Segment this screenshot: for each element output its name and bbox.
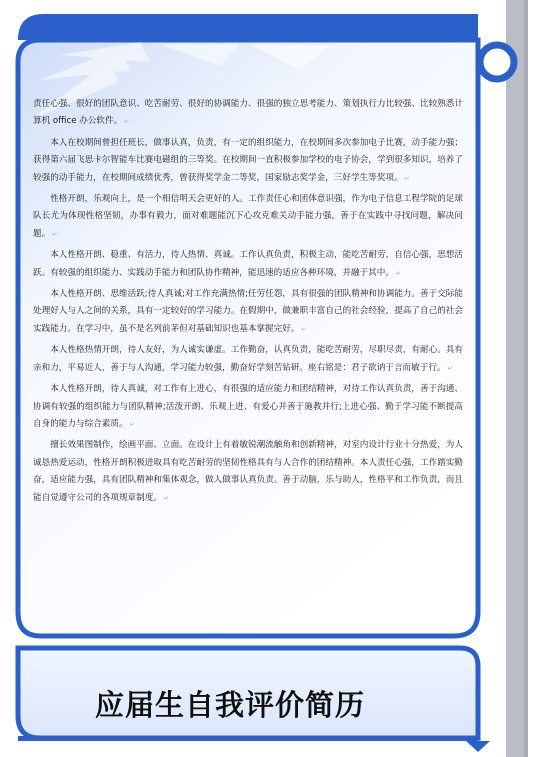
paragraph-2-text: 本人在校期间曾担任班长，做事认真，负责，有一定的组织能力，在校期间多次参加电子比赛，动手能力强；获得第六届飞思卡尔智能车比赛电磁组的三等奖。在校期间一直积极参加学校的电子协会，学到很多知识，培养了较强的动手能力，在校期间成绩优秀，曾获得奖学金二等奖，国家励志奖学金，三好学生等奖项。 — [33, 137, 463, 183]
paragraph-2: 本人在校期间曾担任班长，做事认真，负责，有一定的组织能力，在校期间多次参加电子比赛，动手能力强；获得第六届飞思卡尔智能车比赛电磁组的三等奖。在校期间一直积极参加学校的电子协会，学到很多知识，培养了较强的动手能力，在校期间成绩优秀，曾获得奖学金二等奖，国家励志奖学金，三好学生等奖项。 ↵ — [33, 137, 463, 183]
paragraph-5-text: 本人性格开朗、思维活跃;待人真诚;对工作充满热情;任劳任怨，具有很强的团队精神和协调能力。善于交际能处理好人与人之间的关系，具有一定较好的学习能力。在假期中，做兼职丰富自己的社会经验，提高了自己的社会实践能力。在学习中，虽不是名列前茅但对基础知识也基本掌握完好。 — [33, 289, 463, 334]
paragraph-7-text: 本人性格开朗，待人真诚，对工作有上进心，有很强的适应能力和团结精神，对待工作认真负责，善于沟通、协调有较强的组织能力与团队精神;活泼开朗、乐观上进、有爱心并善于施教并行;上进心强、勤于学习能不断提高自身的能力与综合素质。 — [33, 384, 463, 429]
paragraph-3-text: 性格开朗，乐观向上，是一个相信明天会更好的人。工作责任心和团体意识强，作为电子信息工程学院的足球队长尤为体现性格坚韧，办事有毅力，面对难题能沉下心攻克难关动手能力强，善于在实践中寻找问题，解决问题。 — [33, 194, 463, 239]
paragraph-8: 擅长效果图制作，绘画平面、立面。在设计上有着敏锐潮流触角和创新精神，对室内设计行业十分热爱，为人诚恳热爱运动，性格开朗积极进取具有吃苦耐劳的坚韧性格具有与人合作的团结精神。本人责任心强，工作踏实勤奋，适应能力强，具有团队精神和集体观念，做人做事认真负责。善于动脑，乐与助人，性格平和工作负责，而且能自觉遵守公司的各项规章制度。 ↵ — [33, 440, 463, 503]
paragraph-7: 本人性格开朗，待人真诚，对工作有上进心，有很强的适应能力和团结精神，对待工作认真负责，善于沟通、协调有较强的组织能力与团队精神;活泼开朗、乐观上进、有爱心并善于施教并行;上进心强、勤于学习能不断提高自身的能力与综合素质。 ↵ — [33, 384, 463, 429]
paragraph-4: 本人性格开朗、稳重、有活力，待人热情、真诚。工作认真负责，积极主动，能吃苦耐劳，自信心强，思想活跃。有较强的组织能力、实践动手能力和团队协作精神，能迅速的适应各种环境，并融于其中。 ↵ — [33, 250, 463, 278]
paragraph-4-text: 本人性格开朗、稳重、有活力，待人热情、真诚。工作认真负责，积极主动，能吃苦耐劳，自信心强，思想活跃。有较强的组织能力、实践动手能力和团队协作精神，能迅速的适应各种环境，并融于其中。 — [33, 250, 463, 278]
bottom-accent-bar — [18, 736, 478, 741]
ring-icon — [480, 45, 514, 79]
paragraph-6-text: 本人性格热情开朗，待人友好，为人诚实谦虚。工作勤奋，认真负责，能吃苦耐劳，尽职尽责，有耐心。具有亲和力，平易近人，善于与人沟通，学习能力较强，勤奋好学刻苦钻研。座右铭是：君子欲讷于言而敏于行。 — [33, 345, 463, 373]
paragraph-5: 本人性格开朗、思维活跃;待人真诚;对工作充满热情;任劳任怨，具有很强的团队精神和协调能力。善于交际能处理好人与人之间的关系，具有一定较好的学习能力。在假期中，做兼职丰富自己的社会经验，提高了自己的社会实践能力。在学习中，虽不是名列前茅但对基础知识也基本掌握完好。 ↵ — [33, 289, 463, 334]
resume-title: 应届生自我评价简历 — [94, 688, 365, 722]
paragraph-6: 本人性格热情开朗，待人友好，为人诚实谦虚。工作勤奋，认真负责，能吃苦耐劳，尽职尽责，有耐心。具有亲和力，平易近人，善于与人沟通，学习能力较强，勤奋好学刻苦钻研。座右铭是：君子欲讷于言而敏于行。 ↵ — [33, 345, 463, 373]
paragraph-1: 责任心强、很好的团队意识、吃苦耐劳、很好的协调能力、很强的独立思考能力、策划执行力比较强、比较熟悉计算机 office 办公软件。 ↵ — [33, 99, 463, 127]
bottom-arrow-icon — [466, 741, 490, 752]
paragraph-3: 性格开朗，乐观向上，是一个相信明天会更好的人。工作责任心和团体意识强，作为电子信息工程学院的足球队长尤为体现性格坚韧，办事有毅力，面对难题能沉下心攻克难关动手能力强，善于在实践中寻找问题，解决问题。 ↵ — [33, 194, 463, 239]
paragraph-8-text: 擅长效果图制作，绘画平面、立面。在设计上有着敏锐潮流触角和创新精神，对室内设计行业十分热爱，为人诚恳热爱运动，性格开朗积极进取具有吃苦耐劳的坚韧性格具有与人合作的团结精神。本人责任心强，工作踏实勤奋，适应能力强，具有团队精神和集体观念，做人做事认真负责。善于动脑，乐与助人，性格平和工作负责，而且能自觉遵守公司的各项规章制度。 — [33, 440, 463, 503]
right-gray-bar-shade — [524, 0, 528, 757]
paragraph-1-text: 责任心强、很好的团队意识、吃苦耐劳、很好的协调能力、很强的独立思考能力、策划执行力比较强、比较熟悉计算机 office 办公软件。 — [33, 99, 463, 127]
self-evaluation-body — [33, 96, 463, 511]
